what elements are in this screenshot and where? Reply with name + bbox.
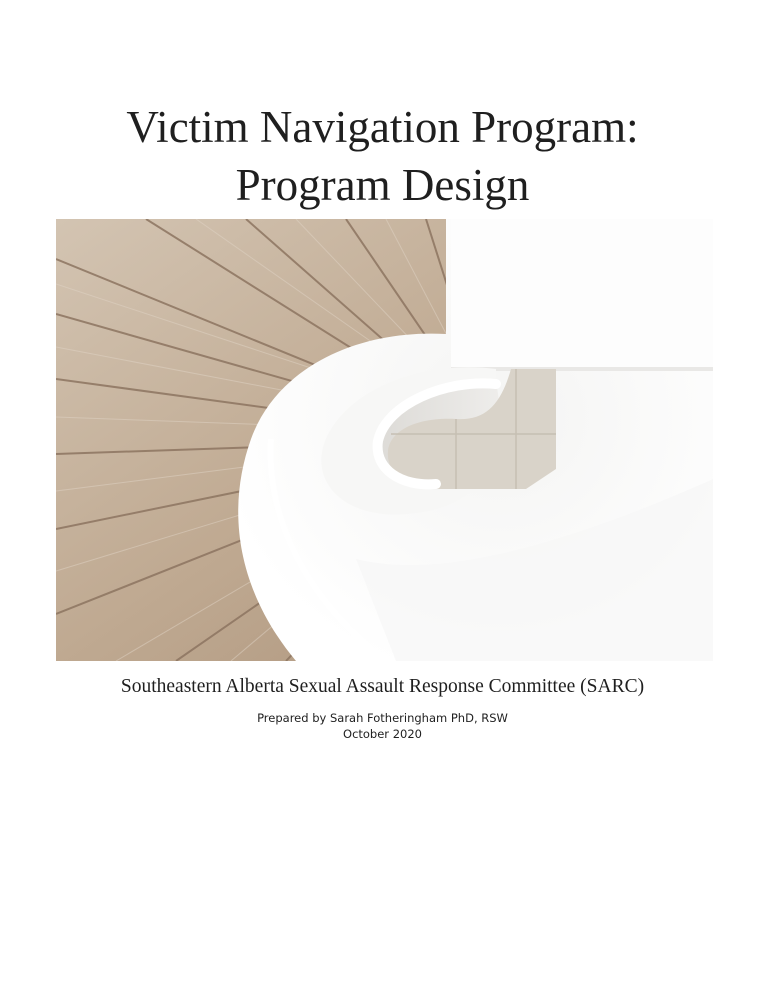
title-line-2: Program Design <box>235 160 530 210</box>
cover-photo <box>56 219 713 661</box>
document-title <box>0 98 765 214</box>
preparer-block <box>0 710 765 742</box>
committee-name: Southeastern Alberta Sexual Assault Response Committee (SARC) <box>120 676 645 697</box>
title-line-1: Victim Navigation Program: <box>126 102 639 152</box>
prepared-by-line: Prepared by Sarah Fotheringham PhD, RSW <box>257 711 508 725</box>
document-date: October 2020 <box>343 727 422 741</box>
spiral-staircase-photo <box>56 219 713 661</box>
